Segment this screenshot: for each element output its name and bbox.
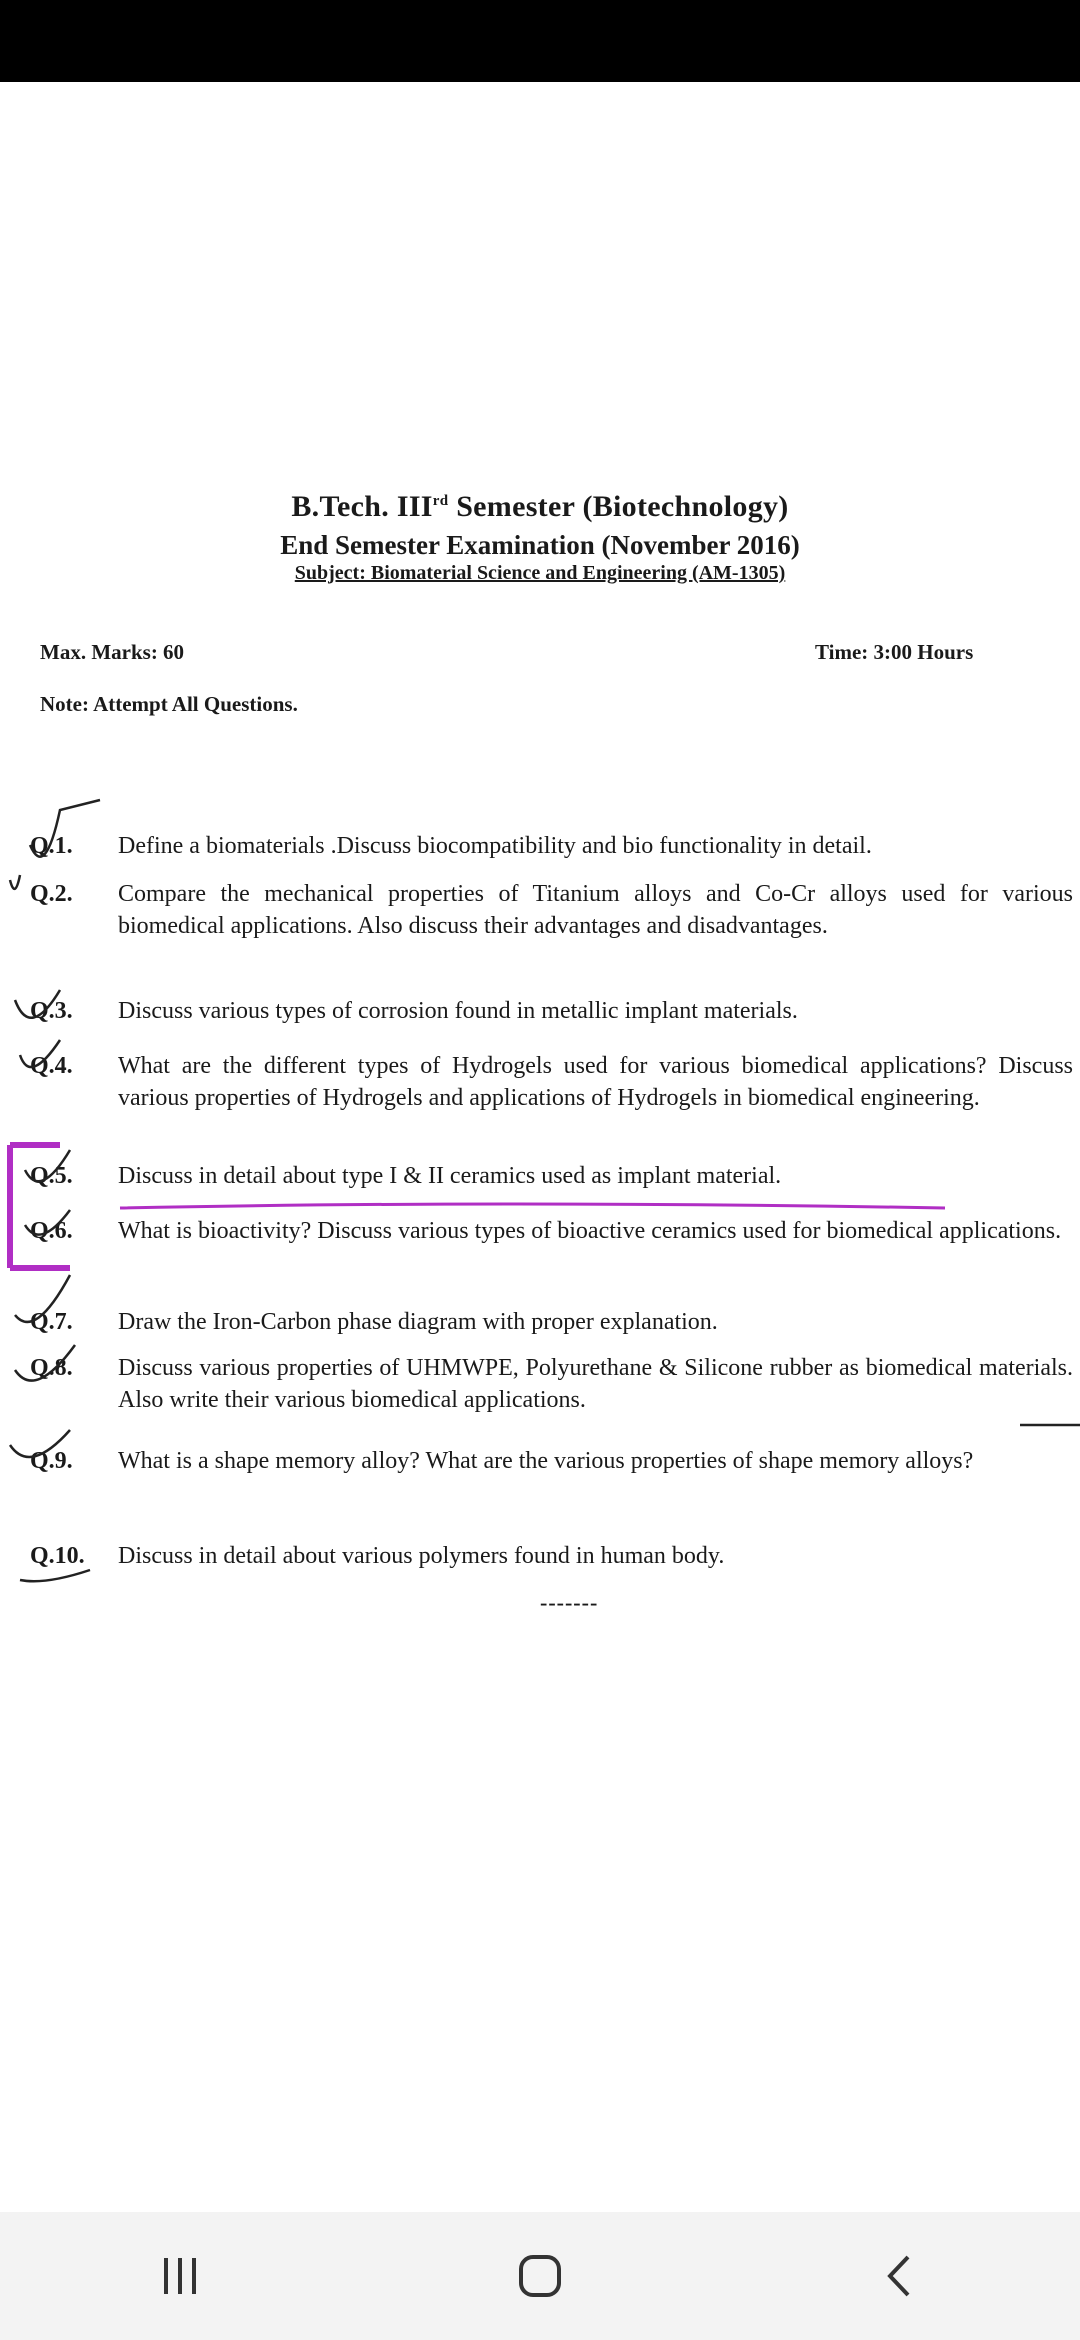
question-number: Q.1. [30,833,73,859]
question-text: Discuss various types of corrosion found in metallic implant materials. [118,998,798,1024]
question-number: Q.5. [30,1163,73,1189]
question-text: What is bioactivity? Discuss various types of bioactive ceramics used for biomedical applications. [118,1218,1062,1244]
question-number: Q.10. [30,1543,85,1569]
exam-title: B.Tech. IIIrd Semester (Biotechnology) [291,490,789,523]
question-text: Draw the Iron-Carbon phase diagram with proper explanation. [118,1309,718,1335]
question-number: Q.3. [30,998,73,1024]
home-button[interactable] [480,2231,600,2321]
navigation-bar [0,2212,1080,2340]
end-of-paper-mark: ------- [540,1590,599,1615]
status-bar [0,0,1080,82]
question-text: Discuss various properties of UHMWPE, Polyurethane & Silicone rubber as biomedical materials. Also write their various biomedical applications. [118,1355,1073,1413]
question-number: Q.7. [30,1309,73,1335]
question-text: Define a biomaterials .Discuss biocompatibility and bio functionality in detail. [118,833,872,859]
recents-icon [158,2254,202,2298]
question-text: What are the different types of Hydrogels used for various biomedical applications? Discuss various properties of Hydrogels and applications of Hydrogels in biomedical engineering. [118,1053,1073,1111]
question-number: Q.2. [30,881,73,907]
home-icon [515,2251,565,2301]
exam-subtitle: End Semester Examination (November 2016) [280,530,800,560]
exam-paper [0,82,1080,2212]
question-text: What is a shape memory alloy? What are the various properties of shape memory alloys? [118,1448,974,1474]
back-icon [880,2251,920,2301]
question-number: Q.8. [30,1355,73,1381]
max-marks: Max. Marks: 60 [40,640,185,664]
exam-subject: Subject: Biomaterial Science and Engineering (AM-1305) [294,562,786,584]
exam-time: Time: 3:00 Hours [815,640,974,664]
question-number: Q.4. [30,1053,73,1079]
question-text: Discuss in detail about type I & II ceramics used as implant material. [118,1163,782,1189]
question-number: Q.9. [30,1448,73,1474]
back-button[interactable] [840,2231,960,2321]
question-number: Q.6. [30,1218,73,1244]
question-text: Compare the mechanical properties of Titanium alloys and Co-Cr alloys used for various biomedical applications. Also discuss their advantages and disadvantages. [118,881,1073,939]
recents-button[interactable] [120,2231,240,2321]
question-text: Discuss in detail about various polymers found in human body. [118,1543,725,1569]
exam-note: Note: Attempt All Questions. [40,692,298,716]
